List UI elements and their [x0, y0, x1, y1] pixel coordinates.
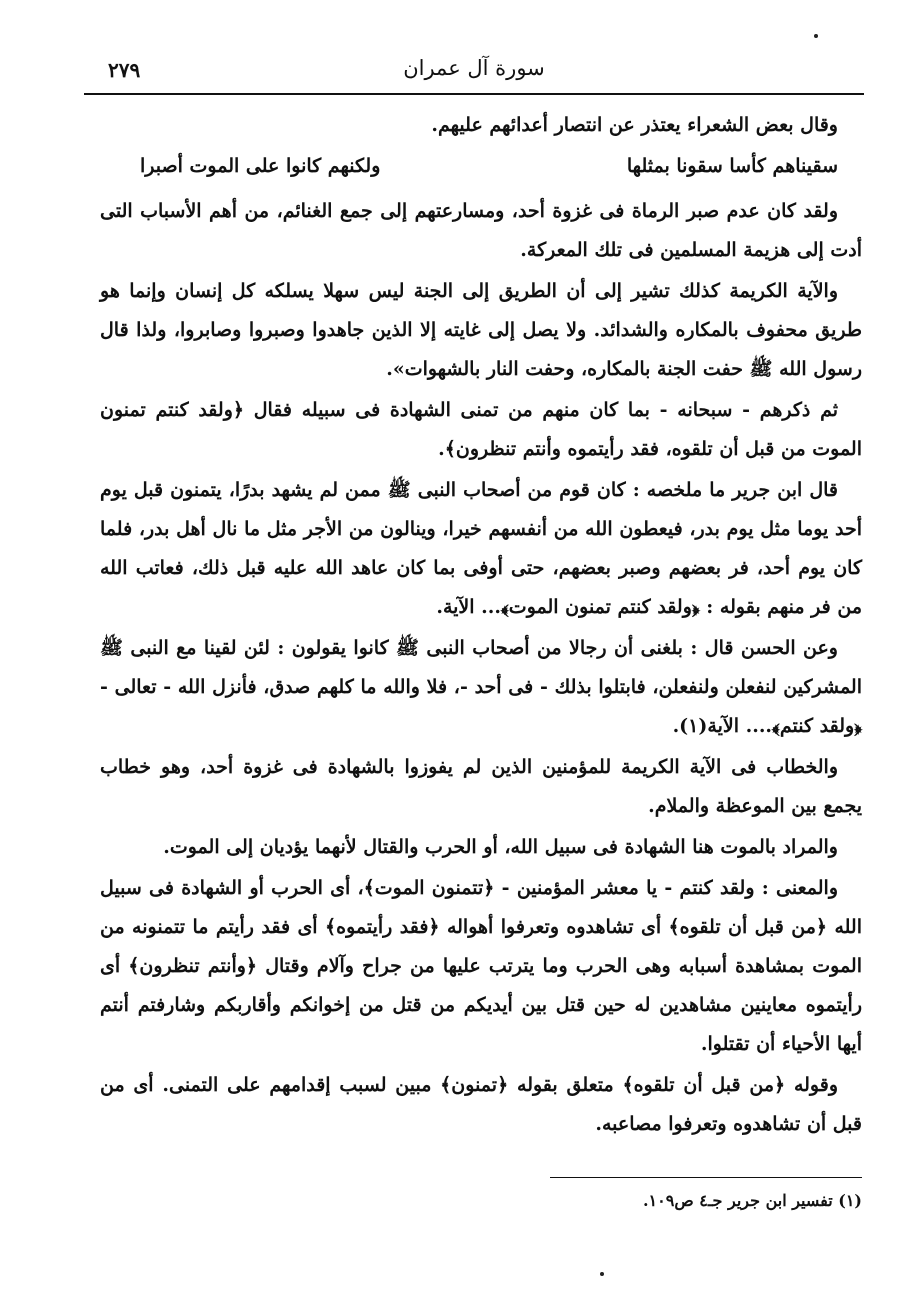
paragraph: والمراد بالموت هنا الشهادة فى سبيل الله، أو الحرب والقتال لأنهما يؤديان إلى الموت. [163, 836, 838, 858]
page-number: ٢٧٩ [108, 58, 141, 82]
page-header [84, 52, 864, 92]
header-rule [84, 93, 864, 95]
page-dot-top [814, 34, 818, 38]
paragraph: وقوله ﴿من قبل أن تلقوه﴾ متعلق بقوله ﴿تمنون﴾ مبين لسبب إقدامهم على التمنى. أى من قبل أن تشاهدوه وتعرفوا مصاعبه. [100, 1074, 862, 1135]
paragraph: قال ابن جرير ما ملخصه : كان قوم من أصحاب النبى ﷺ ممن لم يشهد بدرًا، يتمنون قبل يوم أحد يوما مثل يوم بدر، فيعطون الله من أنفسهم خيرا، وينالون من الأجر مثل ما نال أهل بدر، فلما كان يوم أحد، فر بعضهم وصبر بعضهم، حتى أوفى بما كان عاهد الله عليه قبل ذلك، فعاتب الله من فر منهم بقوله : ﴿ولقد كنتم تمنون الموت﴾... الآية. [100, 479, 862, 618]
paragraph: ولقد كان عدم صبر الرماة فى غزوة أحد، ومسارعتهم إلى جمع الغنائم، من أهم الأسباب التى أدت إلى هزيمة المسلمين فى تلك المعركة. [100, 200, 862, 261]
paragraph: والآية الكريمة كذلك تشير إلى أن الطريق إلى الجنة ليس سهلا يسلكه كل إنسان وإنما هو طريق محفوف بالمكاره والشدائد. ولا يصل إلى غايته إلا الذين جاهدوا وصبروا وصابروا، ولذا قال رسول الله ﷺ حفت الجنة بالمكاره، وحفت النار بالشهوات». [100, 280, 862, 380]
poem-first-hemistich: سقيناهم كأسا سقونا بمثلها [626, 155, 838, 177]
poem-verse [100, 147, 862, 186]
footnote-rule [550, 1177, 862, 1178]
page-dot-bottom [600, 1272, 604, 1276]
page-body [100, 106, 862, 1146]
paragraph: وعن الحسن قال : بلغنى أن رجالا من أصحاب النبى ﷺ كانوا يقولون : لئن لقينا مع النبى ﷺ المشركين لنفعلن ولنفعلن، فابتلوا بذلك - فى أحد -، فلا والله ما كلهم صدق، فأنزل الله - تعالى - ﴿ولقد كنتم﴾.... الآية(١). [100, 637, 862, 737]
running-title: سورة آل عمران [403, 56, 545, 80]
paragraph: ثم ذكرهم - سبحانه - بما كان منهم من تمنى الشهادة فى سبيله فقال ﴿ولقد كنتم تمنون الموت من قبل أن تلقوه، فقد رأيتموه وأنتم تنظرون﴾. [100, 399, 862, 460]
paragraph: والخطاب فى الآية الكريمة للمؤمنين الذين لم يفوزوا بالشهادة فى غزوة أحد، وهو خطاب يجمع بين الموعظة والملام. [100, 756, 862, 817]
paragraph: والمعنى : ولقد كنتم - يا معشر المؤمنين - ﴿تتمنون الموت﴾، أى الحرب أو الشهادة فى سبيل الله ﴿من قبل أن تلقوه﴾ أى تشاهدوه وتعرفوا أهواله ﴿فقد رأيتموه﴾ أى فقد رأيتم ما تتمنونه من الموت بمشاهدة أسبابه وهى الحرب وما يترتب عليها من جراح وآلام وقتال ﴿وأنتم تنظرون﴾ أى رأيتموه معاينين مشاهدين له حين قتل بين أيديكم من قتل من إخوانكم وأقاربكم وشارفتم أنتم أيها الأحياء أن تقتلوا. [100, 877, 862, 1055]
paragraph: وقال بعض الشعراء يعتذر عن انتصار أعدائهم عليهم. [431, 114, 838, 136]
footnote: (١) تفسير ابن جرير جـ٤ ص١٠٩. [642, 1191, 862, 1210]
poem-second-hemistich: ولكنهم كانوا على الموت أصبرا [140, 155, 381, 177]
